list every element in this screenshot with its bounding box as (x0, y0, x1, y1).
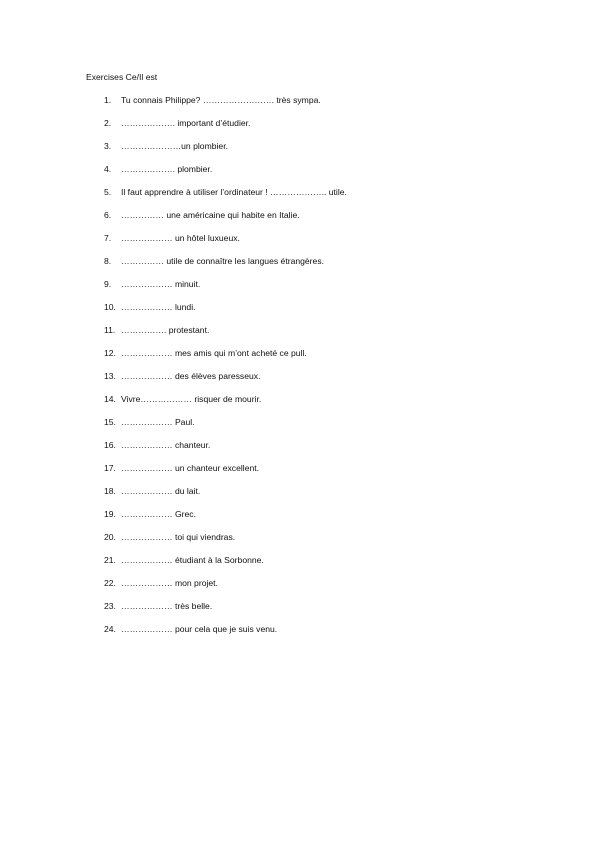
item-text: Vivre……………… risquer de mourir. (121, 394, 262, 404)
page-title: Exercises Ce/Il est (86, 72, 158, 82)
item-text: ……………… très belle. (121, 601, 213, 611)
item-number: 21. (104, 555, 116, 565)
item-number: 20. (104, 532, 116, 542)
item-number: 12. (104, 348, 116, 358)
item-text: ……………… un hôtel luxueux. (121, 233, 240, 243)
item-text: ……………… toi qui viendras. (121, 532, 236, 542)
item-text: ………………. important d’étudier. (121, 118, 251, 128)
item-text: …………… utile de connaître les langues étrangères. (121, 256, 325, 266)
item-text: ……………… pour cela que je suis venu. (121, 624, 278, 634)
item-number: 10. (104, 302, 116, 312)
item-text: ……………… chanteur. (121, 440, 211, 450)
item-text: ……………… un chanteur excellent. (121, 463, 260, 473)
item-number: 1. (104, 95, 112, 105)
item-number: 14. (104, 394, 116, 404)
item-text: ……………… étudiant à la Sorbonne. (121, 555, 264, 565)
item-number: 3. (104, 141, 112, 151)
item-text: ……………… du lait. (121, 486, 201, 496)
item-text: ………………. plombier. (121, 164, 213, 174)
item-number: 6. (104, 210, 112, 220)
item-text: ……………… mes amis qui m’ont acheté ce pull. (121, 348, 307, 358)
item-number: 4. (104, 164, 112, 174)
item-number: 7. (104, 233, 112, 243)
item-text: ……………… des élèves paresseux. (121, 371, 261, 381)
item-text: ……………… mon projet. (121, 578, 218, 588)
item-number: 11. (104, 325, 116, 335)
item-number: 15. (104, 417, 116, 427)
item-number: 9. (104, 279, 112, 289)
item-number: 17. (104, 463, 116, 473)
item-text: …………… une américaine qui habite en Italie. (121, 210, 300, 220)
item-number: 24. (104, 624, 116, 634)
item-text: ……………… Grec. (121, 509, 196, 519)
item-text: ……………. protestant. (121, 325, 210, 335)
item-text: …………………un plombier. (121, 141, 228, 151)
item-number: 13. (104, 371, 116, 381)
item-text: Il faut apprendre à utiliser l’ordinateur ! ……………….. utile. (121, 187, 347, 197)
item-number: 8. (104, 256, 112, 266)
item-number: 16. (104, 440, 116, 450)
item-number: 2. (104, 118, 112, 128)
item-text: Tu connais Philippe? ……………………. très sympa. (121, 95, 321, 105)
item-number: 19. (104, 509, 116, 519)
item-number: 23. (104, 601, 116, 611)
item-number: 22. (104, 578, 116, 588)
item-number: 5. (104, 187, 112, 197)
item-text: ……………… Paul. (121, 417, 195, 427)
item-text: ……………… lundi. (121, 302, 196, 312)
item-number: 18. (104, 486, 116, 496)
item-text: ……………… minuit. (121, 279, 201, 289)
